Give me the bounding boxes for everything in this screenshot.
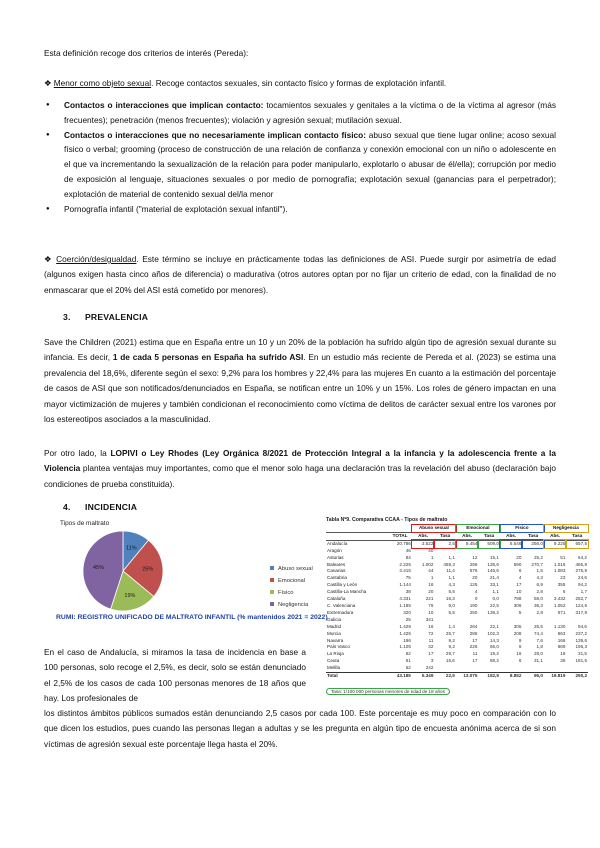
table-cell: 190 — [469, 602, 478, 608]
table-cell: 139,2 — [487, 609, 499, 615]
table-cell: 1,7 — [580, 589, 587, 595]
table-cell: 94,6 — [578, 623, 587, 629]
table-header-row — [326, 532, 588, 540]
table-cell: 6 — [518, 568, 522, 574]
table-cell: 31,1 — [533, 658, 543, 664]
table-cell: 166 — [557, 637, 566, 643]
table-cell: 51 — [560, 554, 566, 560]
table-cell: 256,0 — [522, 540, 543, 547]
table-cell: 20.786 — [396, 540, 411, 546]
prevalence-text-bold: 1 de cada 5 personas en España ha sufrido ASI — [112, 352, 304, 363]
table-cell: 76 — [428, 602, 434, 608]
table-cell: 2.225 — [399, 561, 411, 567]
table-row — [326, 644, 588, 651]
table-cell: 1.185 — [399, 602, 411, 608]
incidence-text-wide: los distintos ámbitos públicos sumados están denunciando 2,5 casos por cada 100. Este porcentaje es muy poco en comparación con lo que dicen los estudios, pues cuando las personas llegan a adultas y se les pregunta en algún tipo de encuesta anónima acerca de si son víctimas de agresión sexual este porcentaje llega hasta el 20%. — [44, 708, 556, 749]
table-cell: 19.819 — [544, 673, 567, 680]
table-region-cell: La Rioja — [327, 651, 344, 657]
table-cell: 9.225 — [544, 540, 567, 547]
table-cell: 25 — [405, 616, 411, 622]
table-header-cell: Abs. — [412, 532, 435, 540]
table-cell: 250,2 — [566, 673, 588, 680]
section-number: 3. — [63, 312, 71, 322]
table-cell: 14,3 — [489, 637, 499, 643]
table-cell: 9 — [518, 637, 522, 643]
table-cell: 1.002 — [421, 561, 434, 567]
table-row — [326, 548, 588, 555]
table-cell — [522, 665, 543, 672]
legend-swatch — [270, 590, 274, 594]
table-cell: 29,7 — [445, 651, 455, 657]
table-cell: 286 — [469, 630, 478, 636]
legend-swatch — [270, 602, 274, 606]
table-cell: 1,8 — [536, 644, 543, 650]
table-cell: 25,7 — [445, 630, 455, 636]
table-cell — [478, 617, 499, 624]
table-cell: 2,5 — [434, 540, 455, 547]
table-caption: Tabla Nº9. Comparativa CCAA - Tipos de maltrato — [326, 517, 448, 523]
table-cell: 317,9 — [575, 609, 587, 615]
table-header-cell: Tasa — [566, 532, 588, 540]
table-cell — [500, 665, 523, 672]
diamond-bullet-icon: ❖ — [44, 254, 53, 264]
lopivi-text-bold: LOPIVI o Ley Rhodes (Ley Orgánica 8/2021 de Protección Integral a la infancia y la adolescencia frente a la Violencia — [44, 448, 556, 474]
table-cell: 1.429 — [399, 623, 411, 629]
table-cell: 22,5 — [489, 602, 499, 608]
table-cell: 181,5 — [575, 658, 587, 664]
table-cell: 1 — [430, 554, 434, 560]
table-cell: 152,9 — [478, 673, 499, 680]
table-header-cell — [388, 525, 412, 532]
table-cell: 10 — [428, 609, 434, 615]
table-row — [326, 540, 588, 547]
table-cell: 28,0 — [533, 651, 543, 657]
table-cell: 95,0 — [522, 673, 543, 680]
table-cell — [456, 665, 479, 672]
table-header-cell: Tasa — [522, 532, 543, 540]
ccaa-table — [326, 517, 588, 698]
incidence-text-narrow: En el caso de Andalucía, si miramos la tasa de incidencia en base a 100 personas, solo recoge el 2,5%, es decir, solo se están denunciado el 2,5% de los casos de cada 100 personas menores de 18 años que hay. Los profesionales de — [44, 647, 306, 704]
table-cell: 38 — [405, 589, 411, 595]
intro-text: Esta definición recoge dos criterios de interés (Pereda): — [44, 48, 249, 58]
table-cell: 22,1 — [489, 623, 499, 629]
table-cell — [566, 548, 588, 555]
table-cell: 17 — [472, 658, 478, 664]
table-cell: 33,1 — [489, 582, 499, 588]
table-cell: 1.130 — [553, 623, 566, 629]
table-cell: 571 — [557, 609, 566, 615]
table-header-cell: Tasa — [478, 532, 499, 540]
table-cell: 226 — [469, 644, 478, 650]
table-cell: 22,5 — [434, 673, 455, 680]
table-cell: 19,2 — [489, 651, 499, 657]
table-cell: 125 — [469, 582, 478, 588]
table-cell: 5.349 — [412, 673, 435, 680]
chart-title: Tipos de maltrato — [60, 520, 110, 527]
table-cell: 15,1 — [489, 554, 499, 560]
table-row — [326, 596, 588, 603]
table-cell — [544, 548, 567, 555]
table-cell: 11,4 — [446, 568, 455, 574]
prevalence-text-a: Save the Children (2021) estima que en España entre un 10 y un 20% de la población ha sufrido algún tipo de agresión sexual durante su infancia. Es decir, — [44, 337, 556, 363]
pie-data-label: 19% — [124, 592, 136, 599]
table-row — [326, 658, 588, 665]
table-region-cell: Castilla y León — [327, 582, 358, 588]
table-row — [326, 617, 588, 624]
lopivi-text-a: Por otro lado, la — [44, 448, 111, 458]
legend-label: Físico — [278, 590, 294, 596]
list-item-bold: Contactos o interacciones que implican contacto: — [64, 100, 264, 110]
table-cell: 3.522 — [412, 540, 435, 547]
legend-item — [270, 599, 313, 611]
table-region-cell: Navarra — [327, 637, 344, 643]
table-region-cell: Extremadura — [327, 609, 354, 615]
table-row — [326, 582, 588, 589]
table-cell: 2,8 — [536, 589, 543, 595]
table-cell: 1,5 — [536, 568, 543, 574]
table-cell: 23 — [560, 575, 566, 581]
group-header-negligencia: Negligencia — [544, 525, 588, 532]
table-cell: 61 — [405, 658, 411, 664]
table-cell: 275,9 — [575, 568, 587, 574]
criterion-object-paragraph — [44, 76, 556, 91]
table-cell: 4,3 — [448, 582, 455, 588]
table-region-cell: Total — [326, 673, 388, 680]
chart-legend — [270, 563, 313, 611]
table-cell: 237,2 — [575, 630, 587, 636]
table-cell: 9,2 — [448, 637, 455, 643]
table-cell: 146,6 — [487, 568, 499, 574]
table-cell — [434, 617, 455, 624]
table-cell: 663 — [557, 630, 566, 636]
table-row — [326, 610, 588, 617]
group-header-abuso-sexual: Abuso sexual — [412, 525, 456, 532]
table-cell: 196 — [403, 637, 411, 643]
table-cell — [478, 665, 499, 672]
table-group-header-row — [326, 525, 588, 532]
table-cell: 8.454 — [456, 540, 479, 547]
table-cell: 10 — [516, 589, 522, 595]
section-title: INCIDENCIA — [85, 502, 138, 512]
table-cell: 250 — [469, 609, 478, 615]
table-cell: 15,6 — [445, 658, 455, 664]
table-cell: 270,7 — [531, 561, 543, 567]
table-cell: 25,2 — [533, 554, 543, 560]
table-cell: 509,0 — [478, 540, 499, 547]
table-cell: 31,5 — [578, 651, 587, 657]
table-region-cell: Baleares — [327, 561, 346, 567]
table-cell: 341 — [425, 616, 434, 622]
table-region-cell: Canarias — [327, 568, 346, 574]
table-cell: 242 — [425, 665, 434, 671]
contact-types-list — [44, 98, 556, 216]
table-row — [326, 603, 588, 610]
table-row — [326, 568, 588, 575]
table-cell: 20 — [428, 589, 434, 595]
table-cell — [500, 617, 523, 624]
table-cell: 208 — [513, 630, 522, 636]
table-cell: 1,1 — [492, 589, 499, 595]
table-cell: 17 — [516, 582, 522, 588]
table-cell — [478, 548, 499, 555]
table-cell: 84 — [405, 554, 411, 560]
criterion-coercion-title: Coerción/desigualdad — [56, 254, 137, 264]
table-region-cell: Andalucía — [327, 540, 348, 546]
table-region-cell: Cantabria — [327, 575, 347, 581]
table-cell: 11 — [428, 637, 434, 643]
table-cell: 7,6 — [536, 637, 543, 643]
table-cell: 3 — [430, 658, 434, 664]
table-region-cell: Galicia — [327, 616, 342, 622]
rumi-caption: RUMI: REGISTRO UNIFICADO DE MALTRATO INFANTIL (% mantenidos 2021 = 2022) — [56, 614, 328, 621]
table-cell: 58,0 — [533, 596, 543, 602]
legend-item — [270, 575, 313, 587]
table-cell: 296 — [469, 561, 478, 567]
table-row — [326, 589, 588, 596]
pie-data-label: 45% — [92, 565, 105, 572]
table-cell: 465,8 — [575, 561, 587, 567]
table-total-row — [326, 673, 588, 680]
table-region-cell: Aragón — [327, 547, 342, 553]
table-cell: 72 — [428, 630, 434, 636]
table-cell: 52 — [405, 665, 411, 671]
table-cell: 46 — [405, 547, 411, 553]
list-item-text: tocamientos sexuales y genitales a la víctima o de la víctima al agresor (más frecuentes); penetración (menos frecuentes); violación y agresión sexual; mutilación sexual. — [64, 100, 556, 125]
table-cell: 135,6 — [487, 561, 499, 567]
lopivi-text-b: plantea ventajas muy importantes, como que el menor solo haga una declaración tras la revelación del abuso (declaración bajo condiciones de prueba constituida). — [44, 463, 556, 489]
prevalence-paragraph — [44, 335, 556, 427]
table-cell: 459,3 — [443, 561, 455, 567]
list-item-text: Pornografía infantil ("material de explotación sexual infantil"). — [64, 203, 288, 214]
table-cell: 305 — [513, 623, 522, 629]
table-cell: 16 — [428, 582, 434, 588]
table-cell: 1,1 — [448, 575, 455, 581]
table-cell: 44 — [428, 568, 434, 574]
table-cell: 0 — [474, 596, 478, 602]
criterion-object-title: Menor como objeto sexual — [53, 78, 152, 88]
table-cell: 124,6 — [575, 602, 587, 608]
table-cell: 4,3 — [536, 575, 543, 581]
table-cell: 64,2 — [578, 554, 587, 560]
section-number: 4. — [63, 502, 71, 512]
table-cell — [434, 548, 455, 555]
table-cell: 590 — [513, 561, 522, 567]
incidence-paragraph-wide — [44, 706, 556, 752]
table-cell: 1.083 — [553, 568, 566, 574]
intro-paragraph — [44, 46, 556, 61]
table-cell: 4.331 — [399, 596, 411, 602]
table-cell: 1.016 — [553, 561, 566, 567]
table-cell: 5,5 — [448, 589, 455, 595]
table-cell: 306 — [513, 602, 522, 608]
table-cell: 3.415 — [399, 568, 411, 574]
table-cell — [566, 617, 588, 624]
table-cell: 5 — [518, 609, 522, 615]
table-cell: 35 — [560, 658, 566, 664]
table-row — [326, 665, 588, 672]
table-cell: 17 — [472, 637, 478, 643]
table-cell: 62 — [405, 651, 411, 657]
pie-chart — [60, 528, 190, 614]
table-header-cell: TOTAL — [388, 532, 412, 540]
table-cell: 16,3 — [445, 596, 455, 602]
table-cell — [522, 548, 543, 555]
table-header-cell — [326, 525, 388, 532]
table-cell: 2,8 — [536, 609, 543, 615]
table-cell — [566, 665, 588, 672]
section-heading-prevalencia — [63, 312, 148, 322]
table-cell: 4 — [518, 575, 522, 581]
table-cell: 1,4 — [448, 623, 455, 629]
table-cell: 6 — [518, 644, 522, 650]
table-row — [326, 638, 588, 645]
table-header-cell: Tasa — [434, 532, 455, 540]
table-cell: 21,4 — [489, 575, 499, 581]
lopivi-paragraph — [44, 446, 556, 492]
table-region-cell: Murcia — [327, 630, 341, 636]
table-row — [326, 575, 588, 582]
list-item — [44, 202, 556, 217]
table-cell: 195,3 — [575, 644, 587, 650]
table-cell: 13.075 — [456, 673, 479, 680]
table-cell: 18 — [560, 651, 566, 657]
table-cell: 40 — [428, 547, 434, 553]
table-row — [326, 624, 588, 631]
table-row — [326, 631, 588, 638]
table-cell: 8.852 — [500, 673, 523, 680]
table-cell: 88,2 — [489, 658, 499, 664]
table-cell: 1,1 — [448, 554, 455, 560]
table-region-cell: Cataluña — [327, 596, 346, 602]
list-item — [44, 98, 556, 128]
table-region-cell: Madrid — [327, 623, 342, 629]
table-cell: 669 — [557, 644, 566, 650]
table-cell: 74,4 — [533, 630, 543, 636]
legend-label: Negligencia — [278, 602, 309, 608]
criterion-object-text: . Recoge contactos sexuales, sin contacto físico y formas de explotación infantil. — [151, 78, 447, 88]
table-cell: 3.432 — [553, 596, 566, 602]
legend-item — [270, 563, 313, 575]
legend-label: Abuso sexual — [278, 566, 313, 572]
section-heading-incidencia — [63, 502, 137, 512]
pie-data-label: 11% — [126, 545, 137, 552]
table-region-cell: Castilla-La Mancha — [327, 589, 367, 595]
table-cell: 66,0 — [489, 644, 499, 650]
group-header-emocional: Emocional — [456, 525, 500, 532]
table-header-cell: Abs. — [544, 532, 567, 540]
table-cell: 1.425 — [399, 630, 411, 636]
list-item-bold: Contactos o interacciones que no necesariamente implican contacto físico: — [64, 129, 366, 140]
table-header-cell — [326, 532, 388, 540]
table-cell: 5.546 — [500, 540, 523, 547]
criterion-coercion-paragraph — [44, 252, 556, 298]
table-cell — [544, 617, 567, 624]
table-cell: 25,5 — [533, 623, 543, 629]
table-cell: 0,0 — [492, 596, 499, 602]
table-cell: 1.144 — [399, 582, 411, 588]
table-cell: 32 — [428, 644, 434, 650]
table-cell: 5,5 — [448, 609, 455, 615]
table-cell: 221 — [425, 596, 434, 602]
table-cell: 16 — [428, 623, 434, 629]
table-cell — [456, 617, 479, 624]
legend-item — [270, 587, 313, 599]
table-cell: 12 — [472, 554, 478, 560]
table-cell: 9,0 — [448, 602, 455, 608]
table-cell: 139,6 — [575, 637, 587, 643]
table-cell: 1.052 — [553, 602, 566, 608]
table-cell: 264 — [469, 623, 478, 629]
table-cell — [544, 665, 567, 672]
legend-swatch — [270, 566, 274, 570]
table-header-cell: Abs. — [500, 532, 523, 540]
table-cell: 320 — [403, 609, 411, 615]
table-cell: 355 — [557, 582, 566, 588]
table-cell: 20 — [516, 554, 522, 560]
table-header-cell: Abs. — [456, 532, 479, 540]
table-note: Tasa: 1/100.000 personas menores de edad de 18 años — [326, 688, 450, 695]
table-cell: 576 — [469, 568, 478, 574]
table-cell — [456, 548, 479, 555]
diamond-bullet-icon: ❖ — [44, 78, 52, 88]
table-cell: 6 — [518, 658, 522, 664]
table-row — [326, 555, 588, 562]
section-title: PREVALENCIA — [85, 312, 149, 322]
table-cell: 6,9 — [536, 582, 543, 588]
table-cell: 102,3 — [487, 630, 499, 636]
table-cell: 36,3 — [533, 602, 543, 608]
table-cell: 1 — [430, 575, 434, 581]
pie-data-label: 25% — [142, 566, 154, 573]
table-cell: 24,6 — [578, 575, 587, 581]
table-cell: 9,2 — [448, 644, 455, 650]
table-cell: 11 — [472, 651, 478, 657]
table-cell: 17 — [428, 651, 434, 657]
criterion-coercion-text: . Este término se incluye en prácticamente todas las definiciones de ASI. Puede surgir por asimetría de edad (algunos exigen hasta cinco años de diferencia) o madurativa (otros autores optan por no fijar un criterio de edad, con la finalidad de no enmascarar que el 20% del ASI está cometido por menores). — [44, 254, 556, 295]
legend-swatch — [270, 578, 274, 582]
table-cell: 20 — [472, 575, 478, 581]
table-region-cell: Asturias — [327, 554, 344, 560]
table-cell: 94,2 — [578, 582, 587, 588]
list-item — [44, 128, 556, 202]
table-cell: 6 — [562, 589, 566, 595]
table-cell: 4 — [474, 589, 478, 595]
table-row — [326, 651, 588, 658]
incidence-paragraph-narrow — [44, 645, 306, 707]
table-cell: 75 — [405, 575, 411, 581]
table-cell: 788 — [513, 596, 522, 602]
prevalence-text-b: . En un estudio más reciente de Pereda et al. (2023) se estima una prevalencia del 18,6%, diferente según el sexo: 9,2% para los hombres y 22,4% para las mujeres En cuanto a la estimación del porcentaje de casos de ASI que son notificados/denunciados en España, se notifican entre un 10% y un 15%. Los roles de género impactan en una mayor victimización de mujeres y también condicionan el reconocimiento como víctima de delitos de carácter sexual entre los varones por los estereotipos asociados a la masculinidad. — [44, 352, 556, 425]
table-region-cell: País Vasco — [327, 644, 350, 650]
table-region-cell: Ceuta — [327, 658, 340, 664]
group-header-fisico: Físico — [500, 525, 544, 532]
table-cell — [434, 665, 455, 672]
list-item-text: abuso sexual que tiene lugar online; acoso sexual físico o verbal; grooming (proceso de construcción de una relación de confianza y conexión emocional con un niño o adolescente en el que va incrementando la sexualización de la relación para poder manipularlo, explotarlo o abusar de él/ella); corrupción por medio de exposición al lenguaje, situaciones sexuales o por medio de pornografía; explotación sexual (ganancias para el perpetrador); explotación de material de contenido sexual del/la menor — [64, 129, 557, 199]
table-cell: 43.185 — [388, 673, 412, 680]
table-row — [326, 562, 588, 569]
table-cell: 657,5 — [566, 540, 588, 547]
table-region-cell: C. Valenciana — [327, 602, 356, 608]
table-cell: 1.105 — [399, 644, 411, 650]
table-cell — [500, 548, 523, 555]
legend-label: Emocional — [278, 578, 306, 584]
table-cell: 16 — [516, 651, 522, 657]
data-table — [326, 525, 588, 680]
table-region-cell: Melilla — [327, 665, 341, 671]
table-cell — [522, 617, 543, 624]
table-cell: 252,7 — [575, 596, 587, 602]
